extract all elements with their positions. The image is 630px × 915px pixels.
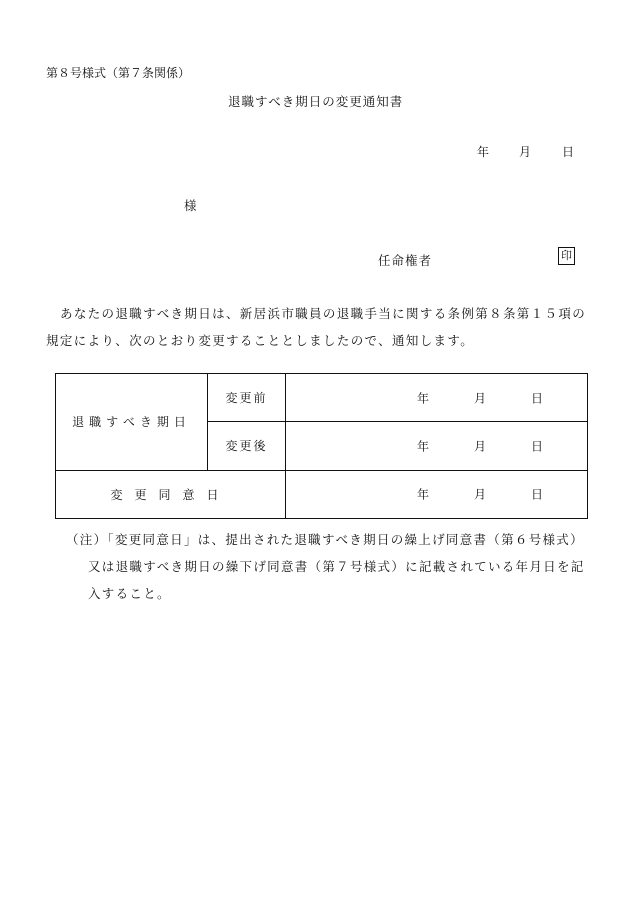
addressee-suffix: 様 — [184, 198, 197, 213]
date-change-table — [55, 373, 588, 519]
year-label: 年 — [417, 487, 430, 502]
issue-date-year: 年 — [477, 145, 490, 159]
issue-date-day: 日 — [562, 145, 575, 159]
note-text-line: 又は退職すべき期日の繰下げ同意書（第７号様式）に記載されている年月日を記 — [88, 559, 585, 574]
table-row — [56, 374, 588, 422]
day-label: 日 — [531, 487, 544, 502]
seal-mark: 印 — [558, 247, 575, 265]
form-number: 第８号様式（第７条関係） — [46, 66, 191, 80]
consent-date-label: 変更同意日 — [56, 470, 286, 518]
body-text-line: 規定により、次のとおり変更することとしましたので、通知します。 — [46, 333, 475, 348]
before-change-label: 変更前 — [208, 374, 286, 422]
month-label: 月 — [474, 391, 487, 406]
day-label: 日 — [531, 391, 544, 406]
year-label: 年 — [417, 439, 430, 454]
document-title: 退職すべき期日の変更通知書 — [228, 94, 404, 109]
note-text-line: 入すること。 — [88, 586, 171, 601]
after-change-label: 変更後 — [208, 422, 286, 470]
note-text-line: （注）「変更同意日」は、提出された退職すべき期日の繰上げ同意書（第６号様式） — [66, 532, 584, 547]
month-label: 月 — [474, 439, 487, 454]
consent-date — [286, 470, 588, 518]
before-change-date — [286, 374, 588, 422]
issue-date-month: 月 — [519, 145, 532, 159]
after-change-date — [286, 422, 588, 470]
retirement-date-label: 退職すべき期日 — [56, 374, 208, 471]
table-row — [56, 470, 588, 518]
day-label: 日 — [531, 439, 544, 454]
month-label: 月 — [474, 487, 487, 502]
appointer-label: 任命権者 — [378, 253, 433, 268]
body-text-line: あなたの退職すべき期日は、新居浜市職員の退職手当に関する条例第８条第１５項の — [60, 306, 587, 321]
year-label: 年 — [417, 391, 430, 406]
